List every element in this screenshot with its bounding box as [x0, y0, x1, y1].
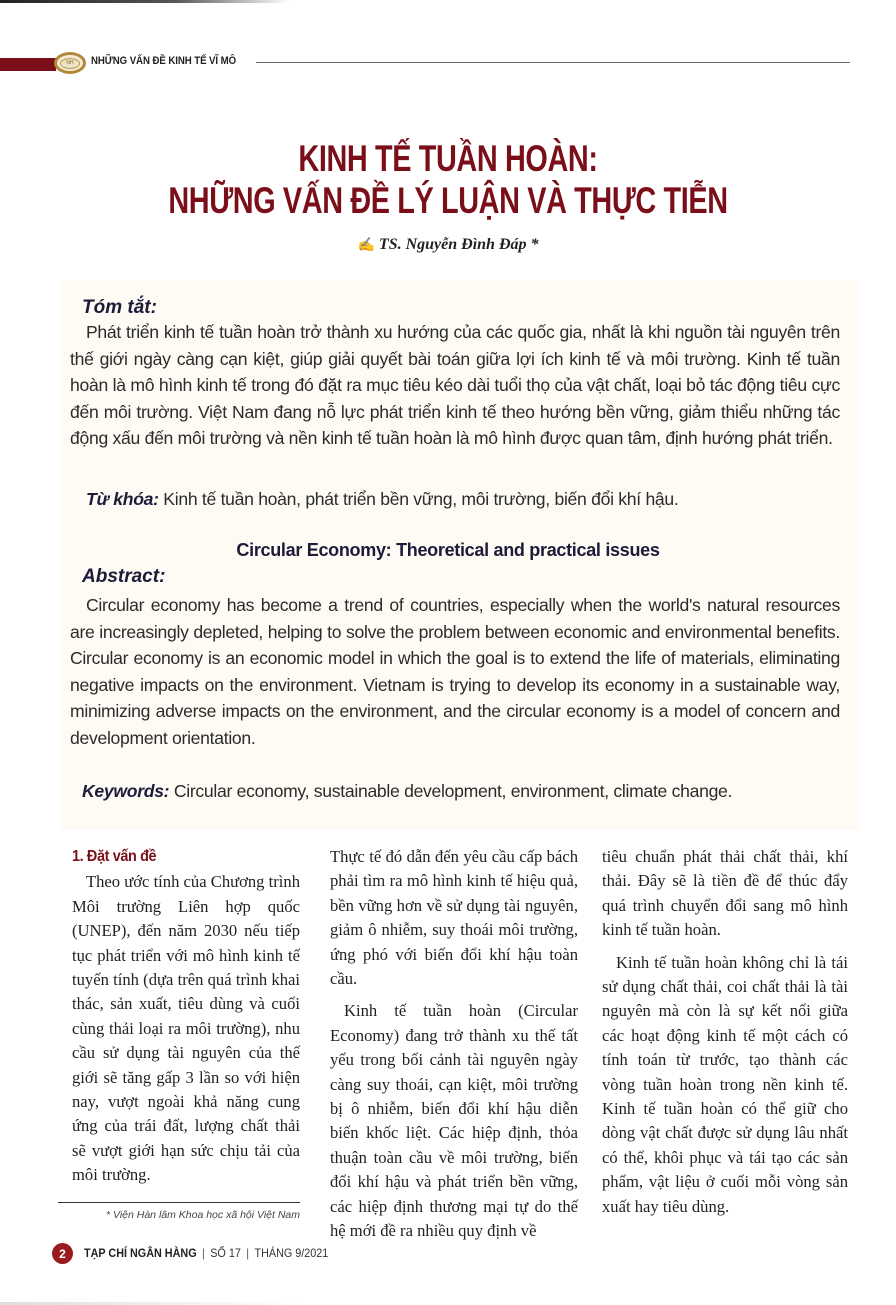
- article-title-line-1: KINH TẾ TUẦN HOÀN:: [298, 138, 598, 179]
- article-title-line-2: NHỮNG VẤN ĐỀ LÝ LUẬN VÀ THỰC TIỄN: [168, 180, 728, 221]
- summary-heading-vi: Tóm tắt:: [82, 297, 157, 318]
- body-paragraph: Kinh tế tuần hoàn (Circular Economy) đang trở thành xu thế tất yếu trong bối cảnh tài nguyên ngày càng suy thoái, cạn kiệt, môi trường bị ô nhiễm, biến đổi khí hậu diễn biến khốc liệt. Các hiệp định, thỏa thuận toàn cầu về môi trường, biến đổi khí hậu và phát triển bền vững, các hiệp định thương mại tự do thế hệ mới đề ra nhiều quy định về: [330, 1001, 578, 1241]
- body-paragraph: tiêu chuẩn phát thải chất thải, khí thải. Đây sẽ là tiền đề để thúc đẩy quá trình chuyển đổi sang mô hình kinh tế tuần hoàn.: [602, 847, 848, 940]
- header-accent-bar: [0, 58, 56, 71]
- body-paragraph: Theo ước tính của Chương trình Môi trường Liên hợp quốc (UNEP), đến năm 2030 nếu tiếp tục phát triển với mô hình kinh tế tuyến tính (dựa trên quá trình khai thác, sản xuất, tiêu dùng và cuối cùng thải loại ra môi trường), nhu cầu sử dụng tài nguyên của thế giới sẽ tăng gấp 3 lần so với hiện nay, vượt ngoài khả năng cung ứng của trái đất, lượng chất thải sẽ vượt giới hạn sức chịu tải của môi trường.: [72, 872, 300, 1185]
- scan-edge-shadow: [0, 0, 290, 3]
- pen-icon: ✍: [357, 238, 375, 253]
- keywords-vi: [86, 486, 846, 513]
- summary-body-vi: Phát triển kinh tế tuần hoàn trở thành xu hướng của các quốc gia, nhất là khi nguồn tài nguyên trên thế giới ngày càng cạn kiệt, giúp giải quyết bài toán giữa lợi ích kinh tế và môi trường. Kinh tế tuần hoàn là mô hình kinh tế trong đó đặt ra mục tiêu kéo dài tuổi thọ của vật chất, loại bỏ tác động tiêu cực đến môi trường. Việt Nam đang nỗ lực phát triển kinh tế theo hướng bền vững, giảm thiểu những tác động xấu đến môi trường và nền kinh tế tuần hoàn là mô hình được quan tâm, định hướng phát triển.: [70, 322, 840, 448]
- author-affiliation-footnote: * Viện Hàn lâm Khoa học xã hội Việt Nam: [106, 1209, 300, 1221]
- footer-journal-info: [84, 1246, 328, 1260]
- section-heading: 1. Đặt vấn đề: [72, 848, 157, 865]
- page-number-badge: 2: [52, 1243, 73, 1264]
- body-column-2: [330, 845, 578, 1252]
- keywords-text-vi: Kinh tế tuần hoàn, phát triển bền vững, môi trường, biến đổi khí hậu.: [158, 489, 679, 509]
- body-column-1: [72, 845, 300, 1196]
- footnote-divider: [58, 1202, 300, 1203]
- english-title: Circular Economy: Theoretical and practical issues: [236, 540, 660, 560]
- body-column-3: [602, 845, 848, 1227]
- footer-separator: |: [202, 1246, 205, 1260]
- keywords-label-en: Keywords:: [82, 781, 170, 801]
- body-paragraph: Kinh tế tuần hoàn không chỉ là tái sử dụng chất thải, coi chất thải là tài nguyên mà còn là sự kết nối giữa các hoạt động kinh tế một cách có tính toán từ trước, tạo thành các vòng tuần hoàn trong nền kinh tế. Kinh tế tuần hoàn có thể giữ cho dòng vật chất được sử dụng lâu nhất có thể, khôi phục và tái tạo các sản phẩm, vật liệu ở cuối mỗi vòng sản xuất hay tiêu dùng.: [602, 952, 848, 1216]
- abstract-heading-en: Abstract:: [82, 566, 166, 587]
- issue-number: SỐ 17: [210, 1246, 241, 1260]
- author-line: [0, 236, 896, 254]
- body-paragraph: Thực tế đó dẫn đến yêu cầu cấp bách phải tìm ra mô hình kinh tế hiệu quả, bền vững hơn về sử dụng tài nguyên, giảm ô nhiễm, suy thoái môi trường, ứng phó với biến đổi khí hậu toàn cầu.: [330, 847, 578, 989]
- footer-separator: |: [246, 1246, 250, 1260]
- header-divider: [256, 62, 850, 63]
- author-name: TS. Nguyễn Đình Đáp *: [378, 236, 539, 253]
- journal-emblem-icon: NH: [54, 52, 86, 74]
- keywords-text-en: Circular economy, sustainable development, environment, climate change.: [169, 781, 733, 801]
- keywords-en: [82, 778, 852, 805]
- issue-date: THÁNG 9/2021: [254, 1246, 329, 1260]
- keywords-label-vi: Từ khóa:: [86, 489, 159, 509]
- abstract-body-en: Circular economy has become a trend of countries, especially when the world's natural resources are increasingly depleted, helping to solve the problem between economic and environmental benefits. Circular economy is an economic model in which the goal is to extend the life of materials, eliminating negative impacts on the environment. Vietnam is trying to develop its economy in a sustainable way, minimizing adverse impacts on the environment, and the circular economy is a model of concern and development orientation.: [70, 595, 840, 748]
- journal-name: TẠP CHÍ NGÂN HÀNG: [84, 1246, 197, 1260]
- section-label: NHỮNG VẤN ĐỀ KINH TẾ VĨ MÔ: [91, 55, 237, 67]
